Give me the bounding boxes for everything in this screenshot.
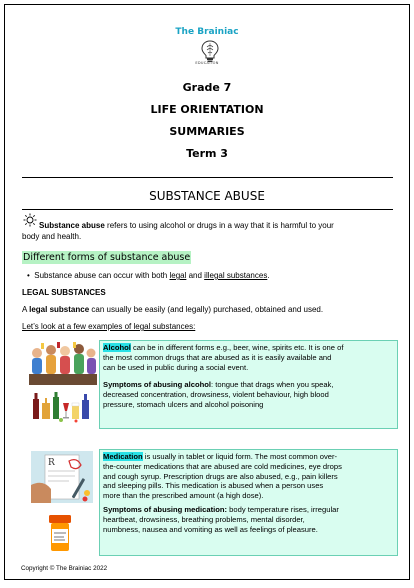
examples-intro-text: Let’s look at a few examples of legal substances:	[22, 322, 196, 331]
bullet-icon: •	[27, 271, 30, 280]
forms-heading: Different forms of substance abuse	[23, 252, 191, 263]
definition-line-1	[39, 221, 334, 232]
medication-line-4: and sleeping pills. This medication is abused when a person uses	[103, 481, 324, 491]
medication-symptoms-line-3: numbness, nausea and vomiting as well as feelings of pleasure.	[103, 524, 318, 534]
medication-symptoms	[103, 505, 394, 534]
illegal-link-text: illegal substances	[204, 271, 268, 280]
bullet-end: .	[267, 271, 270, 280]
alcohol-card	[99, 340, 398, 429]
brand-name: The Brainiac	[175, 27, 239, 37]
forms-bullet	[27, 271, 270, 282]
divider-top	[22, 177, 393, 178]
alcohol-line-1: can be in different forms e.g., beer, wine, spirits etc. It is one of	[130, 343, 344, 352]
prescription-illustration	[29, 449, 95, 505]
medication-term: Medication	[103, 452, 143, 461]
subject-heading: LIFE ORIENTATION	[150, 103, 264, 116]
definition-term: Substance abuse	[39, 221, 105, 230]
svg-text:R: R	[48, 458, 55, 468]
people-drinking-illustration	[29, 339, 97, 385]
divider-title	[22, 209, 393, 210]
logo-caption: EDUCATION	[195, 61, 219, 65]
alcohol-symptoms-label: Symptoms of abusing alcohol	[103, 380, 212, 390]
alcohol-symptoms-line-1: : tongue that drags when you speak,	[211, 380, 334, 390]
alcohol-symptoms-line-3: pressure, stomach ulcers and alcohol poisoning	[103, 399, 264, 409]
pill-bottle-illustration	[43, 513, 77, 555]
medication-symptoms-label: Symptoms of abusing medication:	[103, 504, 228, 514]
term-heading: Term 3	[186, 147, 228, 160]
alcohol-bottles-illustration	[31, 389, 93, 423]
medication-line-3: and cough syrup. Prescription drugs are also abused, e.g., pain killers	[103, 471, 338, 481]
medication-line-5: more than the prescribed amount (a high dose).	[103, 491, 264, 501]
alcohol-symptoms-line-2: decreased concentration, drowsiness, violent behaviour, high blood	[103, 390, 329, 400]
alcohol-line-3: can be used in public during a social event.	[103, 362, 249, 372]
alcohol-description	[103, 343, 394, 372]
alcohol-term: Alcohol	[103, 343, 131, 352]
bullet-text: Substance abuse can occur with both	[34, 271, 170, 280]
legal-def-rest: can usually be easily (and legally) purchased, obtained and used.	[89, 305, 324, 314]
lightbulb-icon	[23, 213, 37, 227]
copyright-footer: Copyright © The Brainiac 2022	[21, 565, 108, 572]
medication-card	[99, 449, 398, 556]
alcohol-line-2: the most common drugs that are abused as it is easily available and	[103, 352, 332, 362]
medication-symptoms-line-1: body temperature rises, irregular	[227, 504, 339, 514]
topic-title: SUBSTANCE ABUSE	[149, 189, 265, 203]
legal-definition	[22, 305, 323, 316]
document-page	[4, 4, 410, 580]
medication-symptoms-line-2: heartbeat, drowsiness, breathing problems, mental disorder,	[103, 514, 305, 524]
doc-type-heading: SUMMARIES	[169, 125, 245, 138]
medication-description	[103, 452, 394, 501]
examples-intro	[22, 322, 195, 333]
grade-heading: Grade 7	[182, 81, 232, 94]
legal-def-term: legal substance	[29, 305, 90, 314]
alcohol-symptoms	[103, 380, 394, 409]
medication-line-1: is usually in tablet or liquid form. The most common over-	[142, 452, 338, 461]
legal-heading: LEGAL SUBSTANCES	[22, 288, 106, 297]
definition-line-2: body and health.	[22, 232, 82, 241]
legal-def-pre: A	[22, 305, 30, 314]
legal-link-text: legal	[169, 271, 187, 280]
bullet-and: and	[186, 271, 205, 280]
definition-text: refers to using alcohol or drugs in a way that it is harmful to your	[104, 221, 334, 230]
medication-line-2: the-counter medications that are abused are cold medicines, eye drops	[103, 461, 342, 471]
